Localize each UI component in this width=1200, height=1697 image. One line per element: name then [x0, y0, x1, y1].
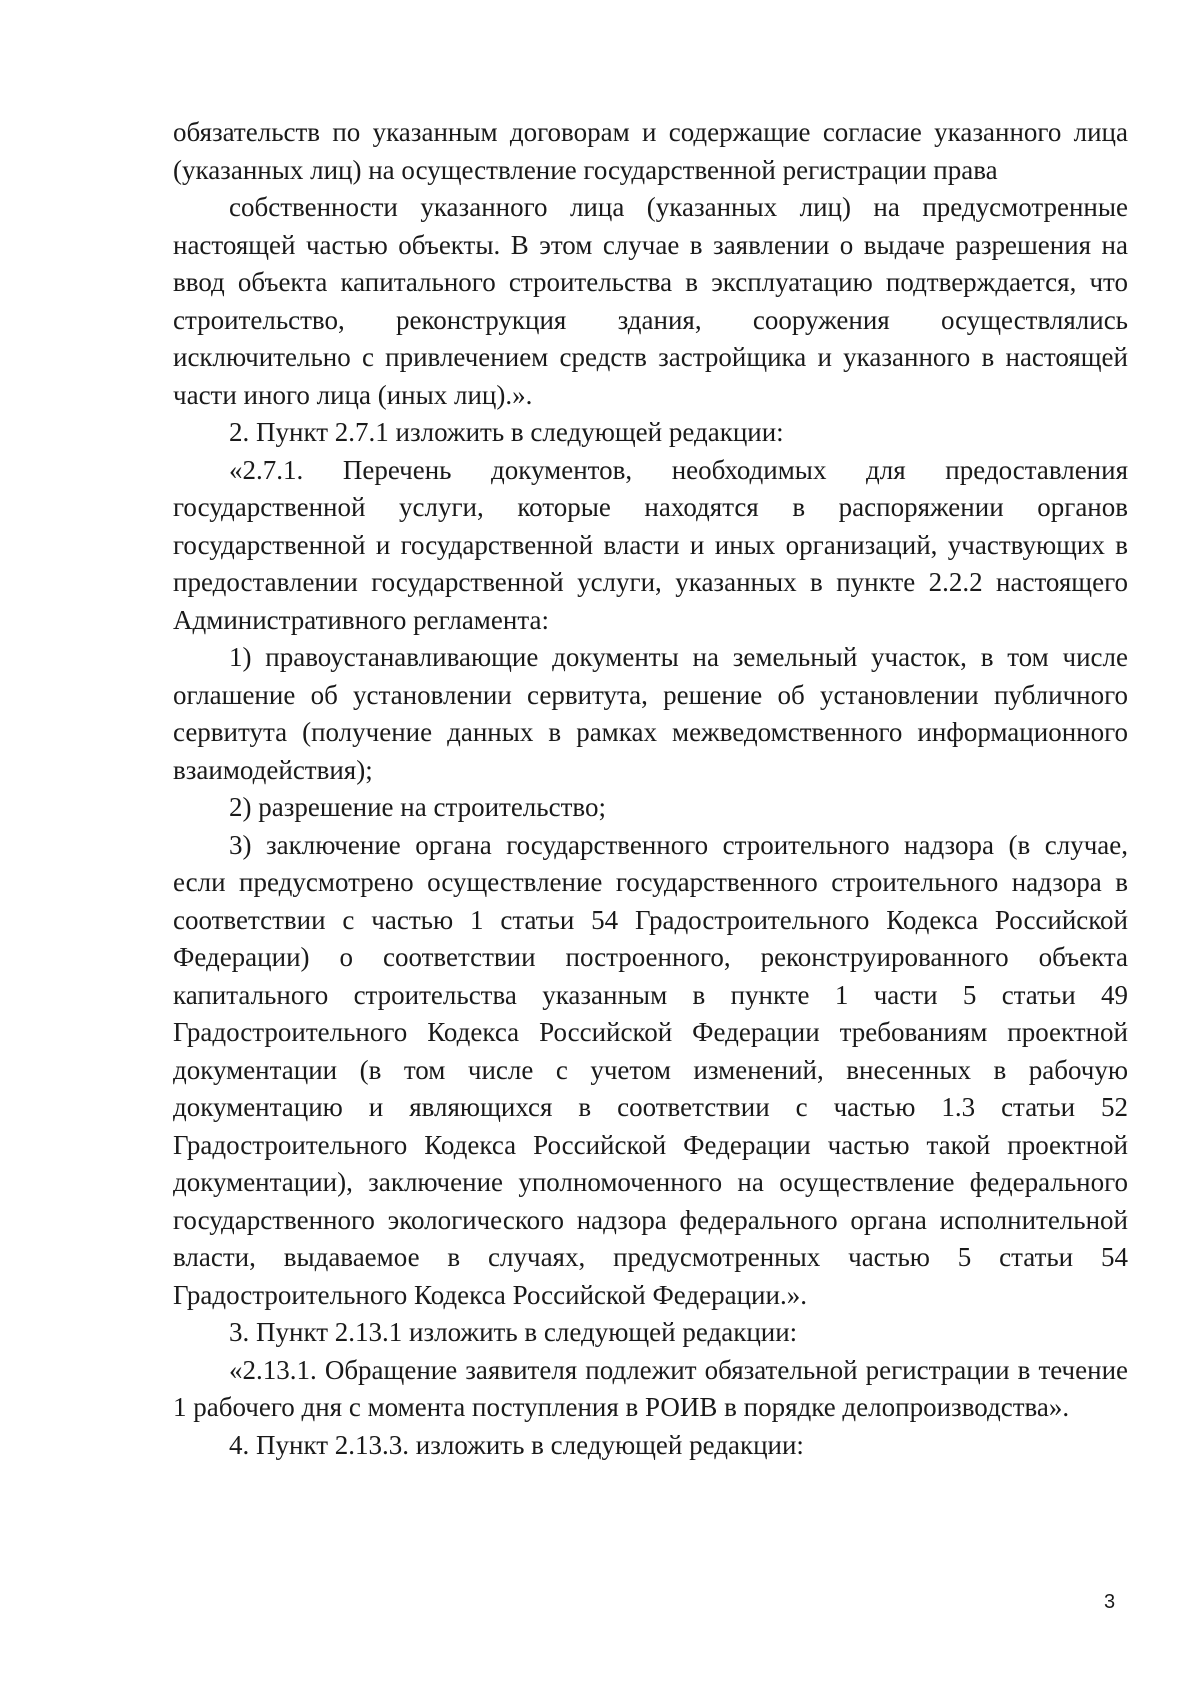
list-item-2-building-permit: 2) разрешение на строительство; — [229, 792, 606, 822]
paragraph-continuation: обязательств по указанным договорам и содержащие согласие указанного лица (указанных лиц) на осуществление государственной регистрации права — [173, 117, 1128, 185]
paragraph-item-3-heading: 3. Пункт 2.13.1 изложить в следующей редакции: — [229, 1317, 798, 1347]
paragraph-clause-2-7-1: «2.7.1. Перечень документов, необходимых для предоставления государственной услуги, которые находятся в распоряжении органов государственной и государственной власти и иных организаций, участвующих в предоставлении государственной услуги, указанных в пункте 2.2.2 настоящего Административного регламента: — [173, 454, 1128, 635]
page-number: 3 — [1104, 1591, 1116, 1613]
list-item-3-supervision-conclusion: 3) заключение органа государственного строительного надзора (в случае, если предусмотрено осуществление государственного строительного надзора в соответствии с частью 1 статьи 54 Градостроительного Кодекса Российской Федерации) о соответствии построенного, реконструированного объекта капитального строительства указанным в пункте 1 части 5 статьи 49 Градостроительного Кодекса Российской Федерации требованиям проектной документации (в том числе с учетом изменений, внесенных в рабочую документацию и являющихся в соответствии с частью 1.3 статьи 52 Градостроительного Кодекса Российской Федерации частью такой проектной документации), заключение уполномоченного на осуществление федерального государственного экологического надзора федерального органа исполнительной власти, выдаваемое в случаях, предусмотренных частью 5 статьи 54 Градостроительного Кодекса Российской Федерации.». — [173, 829, 1128, 1310]
paragraph-ownership-registration: собственности указанного лица (указанных лиц) на предусмотренные настоящей частью объекты. В этом случае в заявлении о выдаче разрешения на ввод объекта капитального строительства в эксплуатацию подтверждается, что строительство, реконструкция здания, сооружения осуществлялись исключительно с привлечением средств застройщика и указанного в настоящей части иного лица (иных лиц).». — [173, 192, 1128, 410]
paragraph-clause-2-13-1: «2.13.1. Обращение заявителя подлежит обязательной регистрации в течение 1 рабочего дня с момента поступления в РОИВ в порядке делопроизводства». — [173, 1354, 1128, 1422]
list-item-1-land-documents: 1) правоустанавливающие документы на земельный участок, в том числе оглашение об установлении сервитута, решение об установлении публичного сервитута (получение данных в рамках межведомственного информационного взаимодействия); — [173, 642, 1128, 785]
document-body — [173, 114, 1128, 1464]
paragraph-item-4-heading: 4. Пункт 2.13.3. изложить в следующей редакции: — [229, 1429, 804, 1460]
paragraph-item-2-heading: 2. Пункт 2.7.1 изложить в следующей редакции: — [229, 417, 784, 447]
